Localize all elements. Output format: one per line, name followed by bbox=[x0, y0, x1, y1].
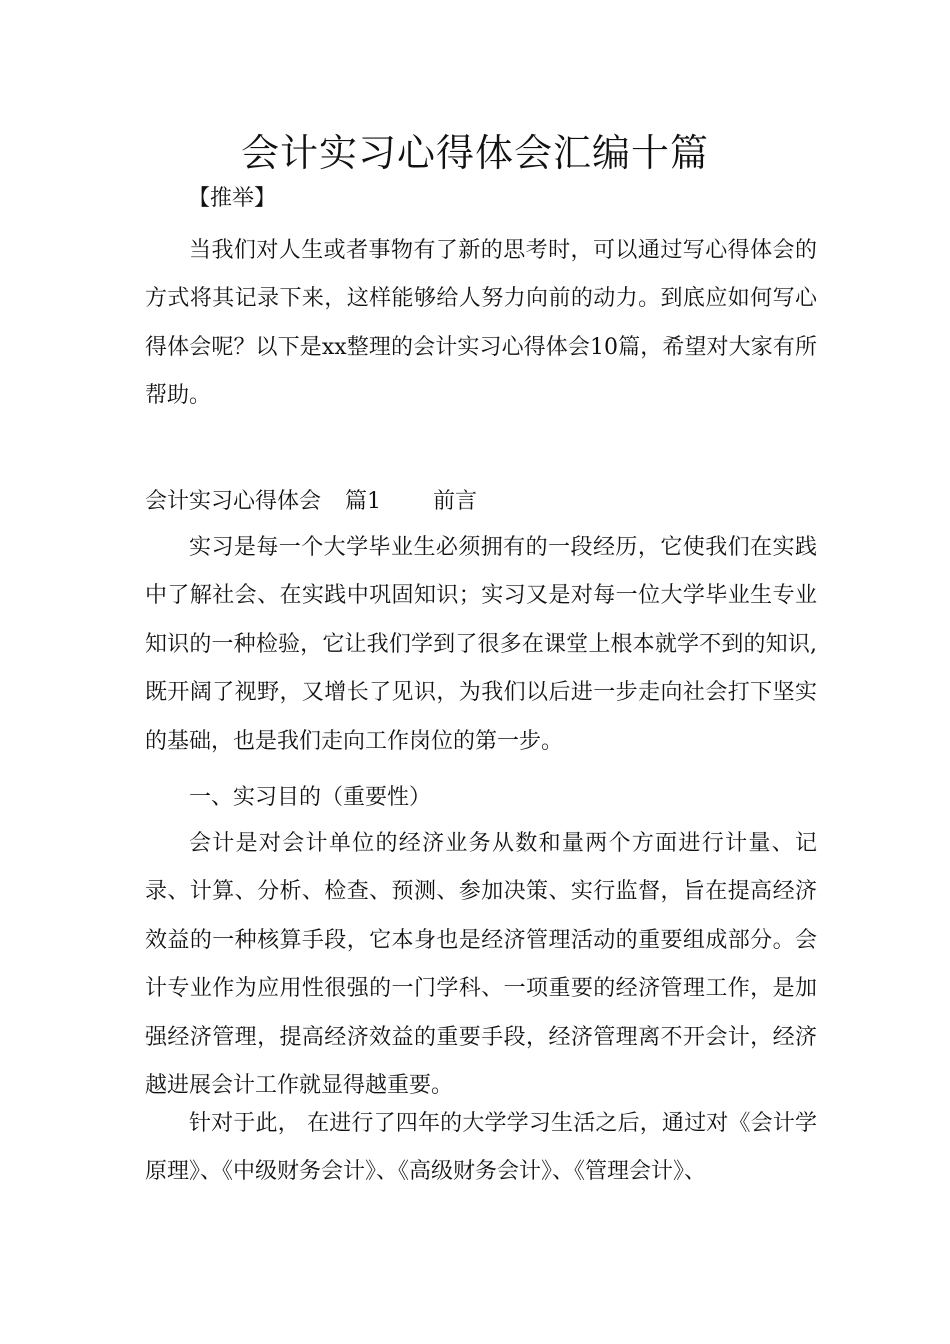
section-label: 前言 bbox=[433, 489, 478, 514]
body-paragraph-2: 会计是对会计单位的经济业务从数和量两个方面进行计量、记录、计算、分析、检查、预测、参加决策、实行监督，旨在提高经济效益的一种核算手段，它本身也是经济管理活动的重要组成部分。会计专业作为应用性很强的一门学科、一项重要的经济管理工作，是加强经济管理，提高经济效益的重要手段，经济管理离不开会计，经济越进展会计工作就显得越重要。 bbox=[145, 831, 817, 1099]
intro-paragraph: 当我们对人生或者事物有了新的思考时，可以通过写心得体会的方式将其记录下来，这样能够给人努力向前的动力。到底应如何写心得体会呢？以下是xx整理的会计实习心得体会10篇，希望对大家有所帮助。 bbox=[145, 238, 817, 409]
recommend-tag: 【推举】 bbox=[188, 186, 277, 211]
document-title: 会计实习心得体会汇编十篇 bbox=[240, 131, 709, 175]
body-paragraph-3: 针对于此， 在进行了四年的大学学习生活之后，通过对《会计学原理》、《中级财务会计》、《高级财务会计》、《管理会计》、 bbox=[145, 1111, 817, 1185]
subheading-purpose: 一、实习目的（重要性） bbox=[189, 785, 432, 810]
section-heading bbox=[145, 486, 477, 518]
section-number: 篇1 bbox=[345, 489, 382, 514]
section-name: 会计实习心得体会 bbox=[145, 489, 322, 514]
body-paragraph-1: 实习是每一个大学毕业生必须拥有的一段经历，它使我们在实践中了解社会、在实践中巩固知识；实习又是对每一位大学毕业生专业知识的一种检验，它让我们学到了很多在课堂上根本就学不到的知识,既开阔了视野，又增长了见识，为我们以后进一步走向社会打下坚实的基础，也是我们走向工作岗位的第一步。 bbox=[145, 535, 817, 754]
